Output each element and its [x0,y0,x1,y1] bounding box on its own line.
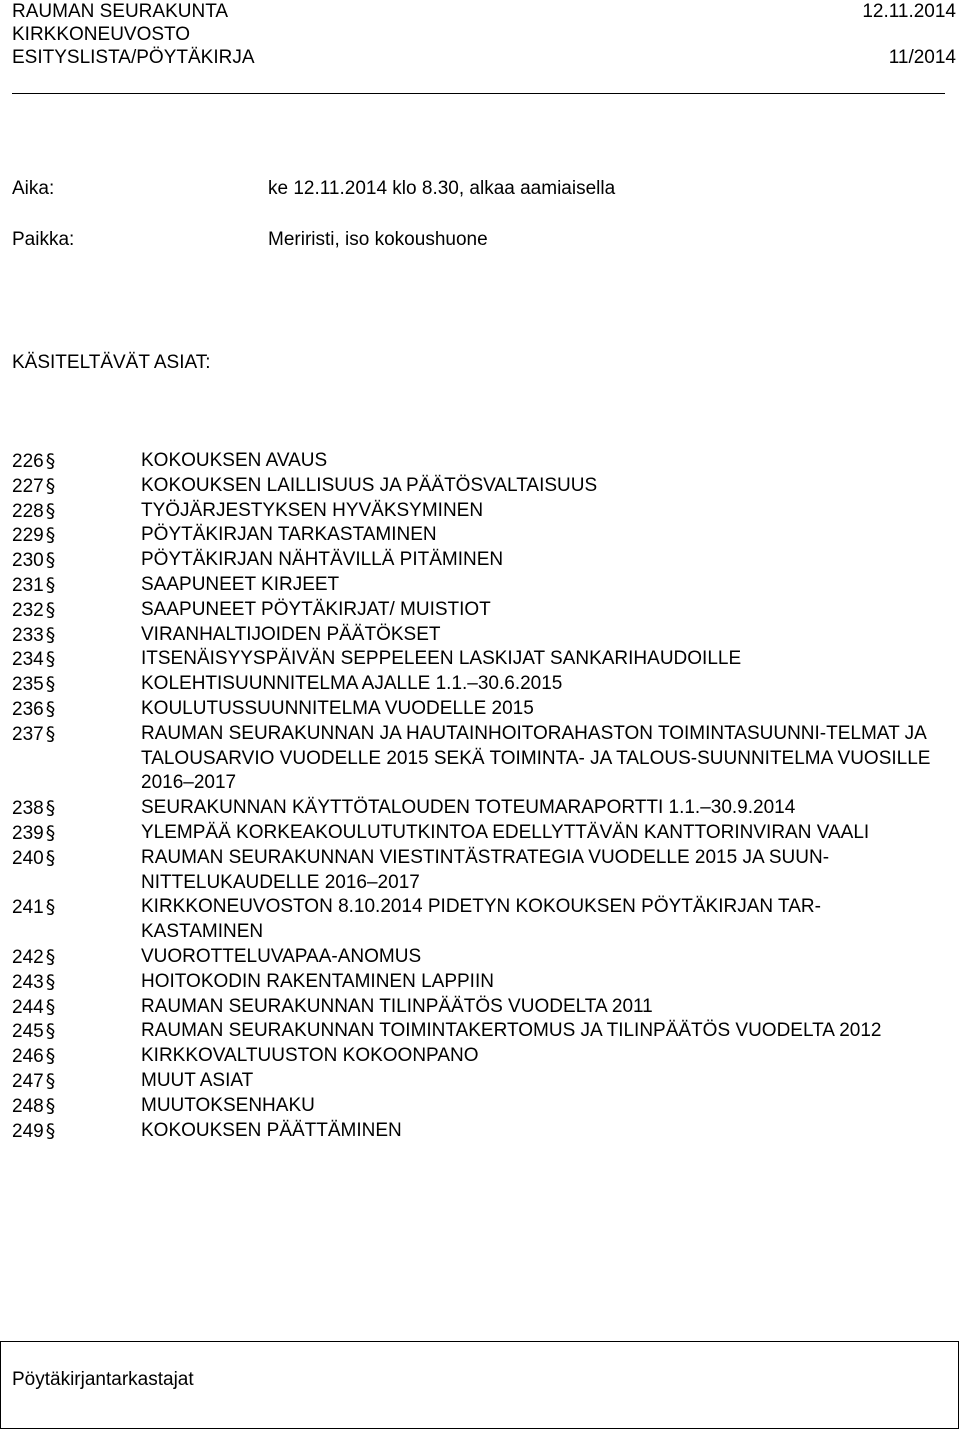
agenda-item-number [12,895,55,921]
header-row-3 [12,46,956,71]
agenda-item-number [12,970,55,996]
section-sign-icon: § [45,896,56,919]
organization-name: RAUMAN SEURAKUNTA [12,1,229,22]
meeting-time-row [12,177,616,202]
agenda-item [12,895,956,945]
agenda-item-number [12,523,55,549]
agenda-item-number [12,474,55,500]
agenda-item [12,1019,956,1044]
section-sign-icon: § [45,623,56,646]
place-value: Meriristi, iso kokoushuone [268,229,488,250]
agenda-item [12,499,956,524]
section-number: 226 [12,451,44,472]
agenda-item-number [12,1094,55,1120]
section-number: 230 [12,550,44,572]
section-number: 247 [12,1070,44,1092]
header-divider [12,93,945,94]
section-number: 235 [12,674,44,696]
agenda-item-title: YLEMPÄÄ KORKEAKOULUTUTKINTOA EDELLYTTÄVÄN KANTTORINVIRAN VAALI [141,821,870,843]
agenda-item [12,821,956,846]
agenda-item-title: MUUTOKSENHAKU [141,1094,315,1116]
agenda-item-number [12,647,55,673]
section-sign-icon: § [45,722,56,745]
section-number: 248 [12,1095,44,1117]
agenda-item-title: SEURAKUNNAN KÄYTTÖTALOUDEN TOTEUMARAPORTTI 1.1.–30.9.2014 [141,797,796,819]
agenda-heading: KÄSITELTÄVÄT ASIAT: [12,352,211,373]
section-sign-icon: § [45,945,56,968]
section-number: 234 [12,649,44,671]
document-date: 12.11.2014 [862,1,956,22]
agenda-item-title: RAUMAN SEURAKUNNAN TILINPÄÄTÖS VUODELTA 2011 [141,995,653,1017]
agenda-item [12,970,956,995]
agenda-item [12,647,956,672]
agenda-item-title: SAAPUNEET PÖYTÄKIRJAT/ MUISTIOT [141,598,491,620]
agenda-item-title: KOKOUKSEN PÄÄTTÄMINEN [141,1119,402,1141]
agenda-item-title: ITSENÄISYYSPÄIVÄN SEPPELEEN LASKIJAT SANKARIHAUDOILLE [141,648,742,670]
meeting-place-row [12,228,488,253]
section-sign-icon: § [45,846,56,869]
agenda-item-number [12,499,55,525]
agenda-item [12,548,956,573]
agenda-item-number [12,623,55,649]
section-number: 233 [12,624,44,646]
agenda-item [12,846,956,896]
agenda-item-title: KIRKKONEUVOSTON 8.10.2014 PIDETYN KOKOUKSEN PÖYTÄKIRJAN TAR-KASTAMINEN [141,896,821,943]
agenda-item [12,697,956,722]
agenda-item [12,573,956,598]
agenda-item [12,1044,956,1069]
section-sign-icon: § [45,673,56,696]
section-number: 228 [12,500,44,522]
agenda-item-number [12,821,55,847]
time-value: ke 12.11.2014 klo 8.30, alkaa aamiaisella [268,178,616,199]
agenda-item-number [12,548,55,574]
section-number: 232 [12,599,44,621]
section-sign-icon: § [45,970,56,993]
section-sign-icon: § [45,499,56,522]
section-number: 242 [12,946,44,968]
agenda-item [12,796,956,821]
section-sign-icon: § [45,1069,56,1092]
agenda-item-title: MUUT ASIAT [141,1069,254,1091]
agenda-item [12,722,956,796]
agenda-item-title: RAUMAN SEURAKUNNAN VIESTINTÄSTRATEGIA VUODELLE 2015 JA SUUN-NITTELUKAUDELLE 2016–2017 [141,846,830,893]
section-number: 246 [12,1046,44,1068]
section-number: 245 [12,1021,44,1043]
header-row-2 [12,23,956,48]
agenda-item-title: KOLEHTISUUNNITELMA AJALLE 1.1.–30.6.2015 [141,673,563,695]
section-number: 231 [12,574,44,596]
agenda-item-number [12,796,55,822]
agenda-item-number [12,573,55,599]
section-sign-icon: § [45,474,56,497]
section-number: 238 [12,798,44,820]
document-number: 11/2014 [888,47,956,68]
section-sign-icon: § [45,797,56,820]
section-sign-icon: § [45,995,56,1018]
place-label: Paikka: [12,229,75,250]
section-sign-icon: § [45,1094,56,1117]
agenda-item-number [12,449,55,475]
section-number: 227 [12,475,44,497]
agenda-item-number [12,1019,55,1045]
section-number: 239 [12,822,44,844]
agenda-item [12,623,956,648]
agenda-item-title: PÖYTÄKIRJAN NÄHTÄVILLÄ PITÄMINEN [141,549,504,571]
agenda-item-title: HOITOKODIN RAKENTAMINEN LAPPIIN [141,970,494,992]
body-name: KIRKKONEUVOSTO [12,24,191,45]
section-sign-icon: § [45,524,56,547]
section-number: 249 [12,1120,44,1142]
signature-box [0,1341,959,1429]
section-number: 237 [12,723,44,745]
document-type: ESITYSLISTA/PÖYTÄKIRJA [12,47,255,68]
section-sign-icon: § [45,573,56,596]
section-sign-icon: § [45,450,56,472]
agenda-item-number [12,1119,55,1145]
section-sign-icon: § [45,1119,56,1142]
agenda-item [12,1069,956,1094]
agenda-item-number [12,1044,55,1070]
agenda-item [12,523,956,548]
section-number: 240 [12,847,44,869]
time-label: Aika: [12,178,55,199]
agenda-item [12,449,956,474]
agenda-item [12,945,956,970]
section-sign-icon: § [45,1045,56,1068]
agenda-item-title: KIRKKOVALTUUSTON KOKOONPANO [141,1045,479,1067]
section-sign-icon: § [45,648,56,671]
agenda-item-title: KOKOUKSEN AVAUS [141,450,328,471]
agenda-item-title: RAUMAN SEURAKUNNAN JA HAUTAINHOITORAHASTON TOIMINTASUUNNI-TELMAT JA TALOUSARVIO VUODELLE 2015 SEKÄ TOIMINTA- JA TALOUS-SUUNNITELMA VUOSILLE 2016–2017 [141,722,931,794]
agenda-item [12,1119,956,1144]
agenda-item-title: KOKOUKSEN LAILLISUUS JA PÄÄTÖSVALTAISUUS [141,474,598,496]
section-sign-icon: § [45,697,56,720]
section-number: 236 [12,698,44,720]
section-number: 244 [12,996,44,1018]
agenda-list [12,449,956,1143]
agenda-item [12,672,956,697]
agenda-item [12,474,956,499]
section-sign-icon: § [45,821,56,844]
section-sign-icon: § [45,598,56,621]
agenda-item-number [12,945,55,971]
agenda-item-title: PÖYTÄKIRJAN TARKASTAMINEN [141,524,437,546]
section-sign-icon: § [45,549,56,572]
agenda-item-title: RAUMAN SEURAKUNNAN TOIMINTAKERTOMUS JA TILINPÄÄTÖS VUODELTA 2012 [141,1020,882,1042]
agenda-item-title: SAAPUNEET KIRJEET [141,573,340,595]
agenda-item-number [12,672,55,698]
agenda-item-number [12,697,55,723]
agenda-item [12,598,956,623]
agenda-item-number [12,1069,55,1095]
agenda-item [12,1094,956,1119]
agenda-item-number [12,995,55,1021]
agenda-item-title: VUOROTTELUVAPAA-ANOMUS [141,945,422,967]
section-number: 241 [12,897,44,919]
agenda-item [12,995,956,1020]
header-row-1 [12,0,956,25]
agenda-item-title: TYÖJÄRJESTYKSEN HYVÄKSYMINEN [141,499,484,521]
signature-label: Pöytäkirjantarkastajat [12,1369,194,1390]
agenda-item-number [12,722,55,748]
agenda-item-number [12,846,55,872]
section-sign-icon: § [45,1020,56,1043]
agenda-item-title: VIRANHALTIJOIDEN PÄÄTÖKSET [141,623,441,645]
section-number: 229 [12,525,44,547]
agenda-item-title: KOULUTUSSUUNNITELMA VUODELLE 2015 [141,697,534,719]
agenda-item-number [12,598,55,624]
section-number: 243 [12,971,44,993]
